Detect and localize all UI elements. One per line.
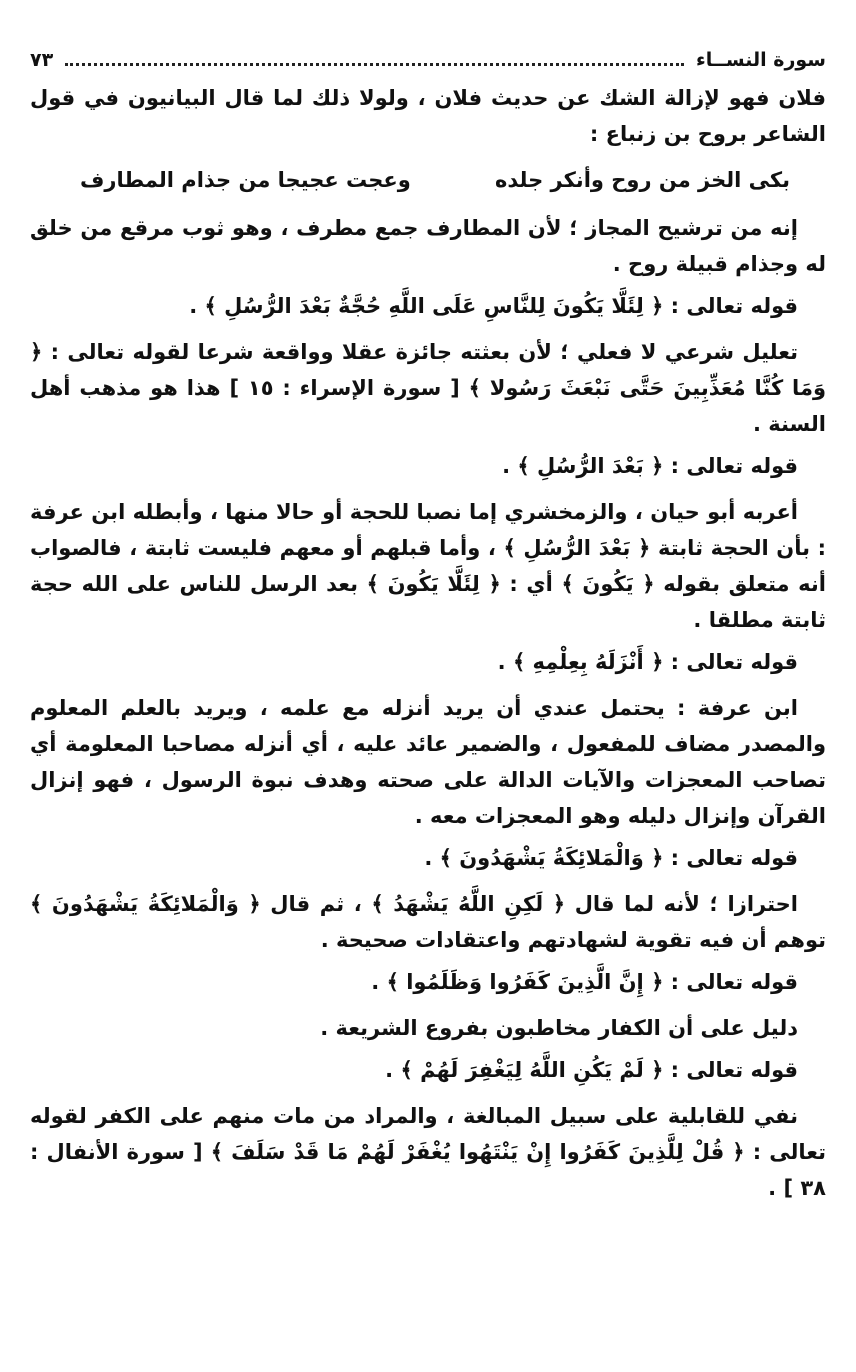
paragraph-7: دليل على أن الكفار مخاطبون بفروع الشريعة . [320,1016,798,1040]
paragraph-1: فلان فهو لإزالة الشك عن حديث فلان ، ولولا ذلك لما قال البيانيون في قول الشاعر بروح بن زنباع : [30,86,826,146]
quran-quote-3 [30,644,826,680]
quote-prefix: قوله تعالى : [663,294,798,318]
quote-prefix: قوله تعالى : [663,1058,798,1082]
paragraph-5: ابن عرفة : يحتمل عندي أن يريد أنزله مع علمه ، ويريد بالعلم المعلوم والمصدر مضاف للمفعول ، والضمير عائد عليه ، أي أنزله مصاحبا المعلومة أي تصاحب المعجزات والآيات الدالة على صحته وهدف نبوة الرسول ، فهو إنزال القرآن وإنزال دليله وهو المعجزات معه . [30,696,826,828]
poem-verse [30,162,826,198]
quran-quote-4 [30,840,826,876]
paragraph-8: نفي للقابلية على سبيل المبالغة ، والمراد من مات منهم على الكفر لقوله تعالى : ﴿ قُلْ لِلَّذِينَ كَفَرُوا إِنْ يَنْتَهُوا يُغْفَرْ لَهُمْ مَا قَدْ سَلَفَ ﴾ [ سورة الأنفال : ٣٨ ] . [30,1104,826,1200]
page-body [30,80,826,1206]
quran-verse: ﴿ بَعْدَ الرُّسُلِ ﴾ [517,454,664,478]
quote-end: . [424,846,440,870]
quran-verse: ﴿ لَمْ يَكُنِ اللَّهُ لِيَغْفِرَ لَهُمْ ﴾ [400,1058,664,1082]
quote-end: . [189,294,205,318]
quote-prefix: قوله تعالى : [663,650,798,674]
paragraph-2: إنه من ترشيح المجاز ؛ لأن المطارف جمع مطرف ، وهو ثوب مرقع من خلق له وجذام قبيلة روح . [30,216,826,276]
poem-first-hemistich: بكى الخز من روح وأنكر جلده [494,168,790,192]
quran-verse: ﴿ إِنَّ الَّذِينَ كَفَرُوا وَظَلَمُوا ﴾ [386,970,664,994]
quote-end: . [502,454,518,478]
quran-verse: ﴿ أَنْزَلَهُ بِعِلْمِهِ ﴾ [512,650,664,674]
quote-prefix: قوله تعالى : [663,846,798,870]
book-page [30,40,826,1340]
header-dotted-leader [65,63,684,66]
quote-end: . [497,650,513,674]
paragraph-6: احترازا ؛ لأنه لما قال ﴿ لَكِنِ اللَّهُ يَشْهَدُ ﴾ ، ثم قال ﴿ وَالْمَلائِكَةُ يَشْهَدُونَ ﴾ توهم أن فيه تقوية لشهادتهم واعتقادات صحيحة . [30,892,826,952]
quran-quote-6 [30,1052,826,1088]
quran-quote-2 [30,448,826,484]
quote-end: . [371,970,387,994]
quote-prefix: قوله تعالى : [663,970,798,994]
page-number: ٧٣ [30,49,54,71]
paragraph-4: أعربه أبو حيان ، والزمخشري إما نصبا للحجة أو حالا منها ، وأبطله ابن عرفة : بأن الحجة ثابتة ﴿ بَعْدَ الرُّسُلِ ﴾ ، وأما قبلهم أو معهم فليست ثابتة ، فالصواب أنه متعلق بقوله ﴿ يَكُونَ ﴾ أي : ﴿ لِئَلَّا يَكُونَ ﴾ بعد الرسل للناس على الله حجة ثابتة مطلقا . [30,500,826,632]
surah-title: سورة النســاء [696,49,826,71]
poem-second-hemistich: وعجت عجيجا من جذام المطارف [80,168,411,192]
running-header [30,40,826,80]
quran-quote-1 [30,288,826,324]
quran-quote-5 [30,964,826,1000]
quote-prefix: قوله تعالى : [663,454,798,478]
quran-verse: ﴿ لِئَلَّا يَكُونَ لِلنَّاسِ عَلَى اللَّهِ حُجَّةٌ بَعْدَ الرُّسُلِ ﴾ [204,294,664,318]
paragraph-3: تعليل شرعي لا فعلي ؛ لأن بعثته جائزة عقلا وواقعة شرعا لقوله تعالى : ﴿ وَمَا كُنَّا مُعَذِّبِينَ حَتَّى نَبْعَثَ رَسُولا ﴾ [ سورة الإسراء : ١٥ ] هذا هو مذهب أهل السنة . [30,340,826,436]
quote-end: . [385,1058,401,1082]
quran-verse: ﴿ وَالْمَلائِكَةُ يَشْهَدُونَ ﴾ [439,846,664,870]
